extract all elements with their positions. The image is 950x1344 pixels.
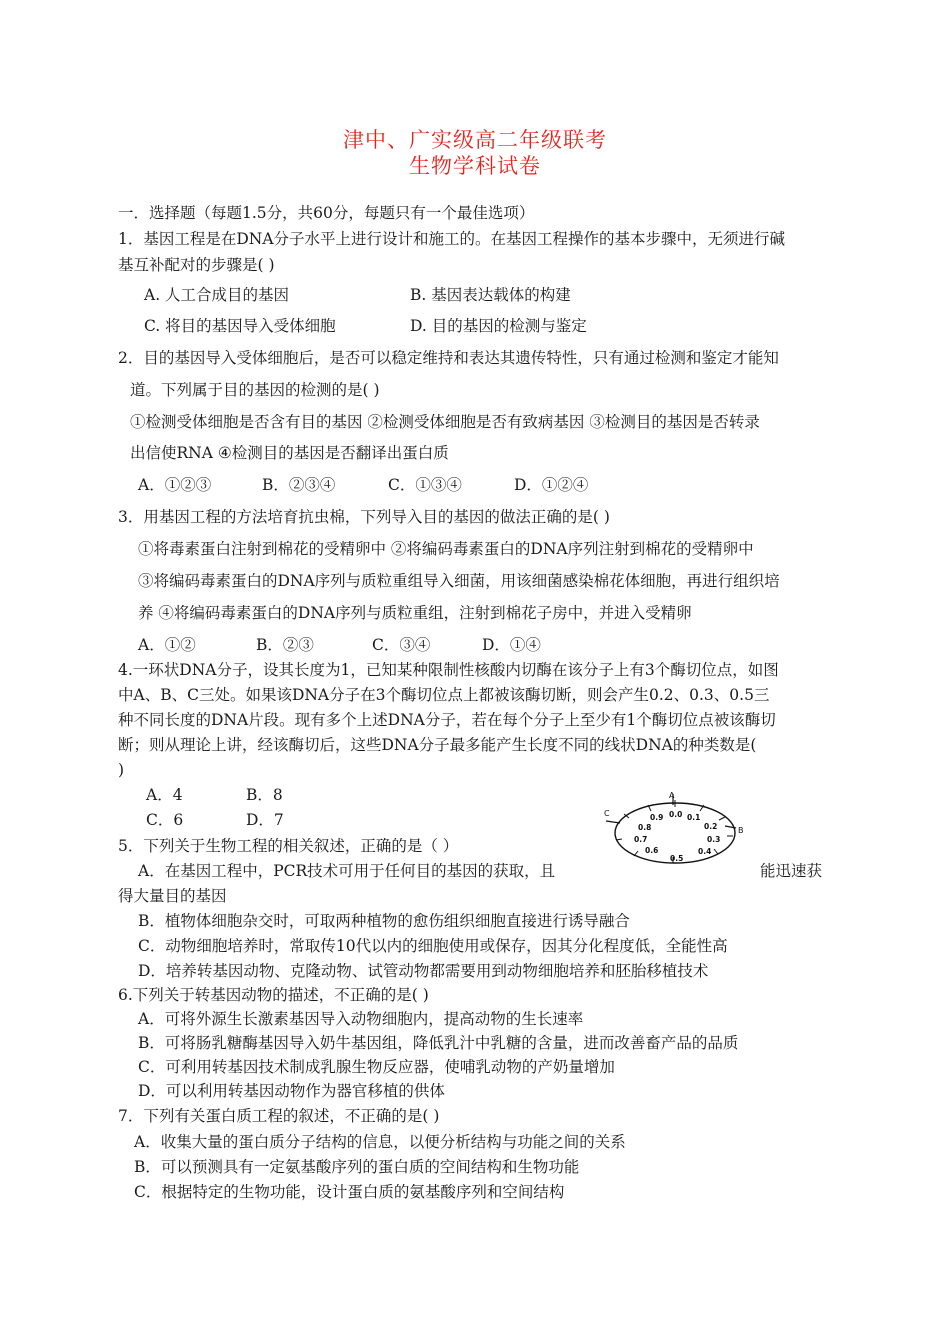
q4-stem-line4: 断；则从理论上讲，经该酶切后，这些DNA分子最多能产生长度不同的线状DNA的种类数是( xyxy=(118,736,757,754)
q2-option-d: D．①②④ xyxy=(514,476,589,494)
mark-0-8: 0.8 xyxy=(638,823,652,832)
mark-0-9: 0.9 xyxy=(650,813,664,822)
site-c-arrow xyxy=(606,821,620,823)
q5-option-b: B．植物体细胞杂交时，可取两种植物的愈伤组织细胞直接进行诱导融合 xyxy=(138,912,630,930)
q2-stem-line3: ①检测受体细胞是否含有目的基因 ②检测受体细胞是否有致病基因 ③检测目的基因是否转录 xyxy=(130,413,760,431)
q3-stem-line3: ③将编码毒素蛋白的DNA序列与质粒重组导入细菌，用该细菌感染棉花体细胞，再进行组织培 xyxy=(138,572,780,590)
q5-stem-line1: 5．下列关于生物工程的相关叙述，正确的是（ ） xyxy=(118,837,459,855)
q4-option-c: C．6 xyxy=(146,811,184,829)
q3-stem-line2: ①将毒素蛋白注射到棉花的受精卵中 ②将编码毒素蛋白的DNA序列注射到棉花的受精卵中 xyxy=(138,540,754,558)
q6-stem-line1: 6.下列关于转基因动物的描述，不正确的是( ) xyxy=(118,986,429,1004)
mark-0-5: 0.5 xyxy=(670,854,684,863)
q1-stem-line1: 1．基因工程是在DNA分子水平上进行设计和施工的。在基因工程操作的基本步骤中，无须进行碱 xyxy=(118,230,786,248)
site-b-label: B xyxy=(738,826,744,835)
q6-option-d: D．可以利用转基因动物作为器官移植的供体 xyxy=(138,1082,445,1100)
q3-option-d: D．①④ xyxy=(482,636,541,654)
q3-stem-line4: 养 ④将编码毒素蛋白的DNA序列与质粒重组，注射到棉花子房中，并进入受精卵 xyxy=(138,604,692,622)
q1-option-a: A. 人工合成目的基因 xyxy=(144,286,290,304)
exam-subtitle: 生物学科试卷 xyxy=(409,154,541,178)
section-heading: 一．选择题（每题1.5分，共60分，每题只有一个最佳选项） xyxy=(118,204,535,222)
q7-option-c: C．根据特定的生物功能，设计蛋白质的氨基酸序列和空间结构 xyxy=(134,1183,565,1201)
q1-option-d: D. 目的基因的检测与鉴定 xyxy=(410,317,587,335)
mark-0-7: 0.7 xyxy=(634,835,648,844)
q1-stem-line2: 基互补配对的步骤是( ) xyxy=(118,256,275,274)
q6-option-b: B．可将肠乳糖酶基因导入奶牛基因组，降低乳汁中乳糖的含量，进而改善畜产品的品质 xyxy=(138,1034,739,1052)
q7-option-a: A．收集大量的蛋白质分子结构的信息，以便分析结构与功能之间的关系 xyxy=(134,1133,626,1151)
mark-0-3: 0.3 xyxy=(707,835,721,844)
q4-stem-line2: 中A、B、C三处。如果该DNA分子在3个酶切位点上都被该酶切断，则会产生0.2、0.3、0.5三 xyxy=(118,686,770,704)
q2-option-c: C．①③④ xyxy=(388,476,462,494)
q4-stem-line5: ) xyxy=(118,761,125,779)
q1-option-b: B. 基因表达载体的构建 xyxy=(410,286,571,304)
q7-stem-line1: 7．下列有关蛋白质工程的叙述，不正确的是( ) xyxy=(118,1107,440,1125)
q1-option-c: C. 将目的基因导入受体细胞 xyxy=(144,317,336,335)
q6-option-c: C．可利用转基因技术制成乳腺生物反应器，使哺乳动物的产奶量增加 xyxy=(138,1058,615,1076)
q6-option-a: A．可将外源生长激素基因导入动物细胞内，提高动物的生长速率 xyxy=(138,1010,584,1028)
q4-option-d: D．7 xyxy=(246,811,284,829)
tick-2 xyxy=(719,817,725,820)
q3-option-a: A．①② xyxy=(138,636,196,654)
q2-stem-line1: 2．目的基因导入受体细胞后，是否可以稳定维持和表达其遗传特性，只有通过检测和鉴定才能知 xyxy=(118,349,779,367)
q3-option-b: B．②③ xyxy=(256,636,314,654)
tick-4 xyxy=(714,849,718,854)
q3-stem-line1: 3．用基因工程的方法培育抗虫棉，下列导入目的基因的做法正确的是( ) xyxy=(118,508,610,526)
q5-option-c: C．动物细胞培养时，常取传10代以内的细胞使用或保存，因其分化程度低，全能性高 xyxy=(138,937,728,955)
q4-stem-line1: 4.一环状DNA分子，设其长度为1，已知某种限制性核酸内切酶在该分子上有3个酶切位点，如图 xyxy=(118,661,779,679)
q5-option-a-part1: A．在基因工程中，PCR技术可用于任何目的基因的获取，且 xyxy=(138,862,556,880)
q2-stem-line4: 出信使RNA ④检测目的基因是否翻译出蛋白质 xyxy=(130,444,449,462)
mark-0-4: 0.4 xyxy=(698,847,712,856)
q2-option-b: B．②③④ xyxy=(262,476,336,494)
q3-option-c: C．③④ xyxy=(372,636,431,654)
q4-option-b: B．8 xyxy=(246,786,283,804)
mark-0-1: 0.1 xyxy=(687,813,701,822)
q4-option-a: A．4 xyxy=(146,786,183,804)
mark-0-6: 0.6 xyxy=(645,846,659,855)
exam-title: 津中、广实级高二年级联考 xyxy=(343,128,607,152)
q4-stem-line3: 种不同长度的DNA片段。现有多个上述DNA分子，若在每个分子上至少有1个酶切位点被该酶切 xyxy=(118,711,776,729)
mark-0-2: 0.2 xyxy=(704,822,718,831)
circular-dna-diagram xyxy=(600,790,750,865)
q7-option-b: B．可以预测具有一定氨基酸序列的蛋白质的空间结构和生物功能 xyxy=(134,1158,580,1176)
q5-option-d: D．培养转基因动物、克隆动物、试管动物都需要用到动物细胞培养和胚胎移植技术 xyxy=(138,962,709,980)
q5-option-a-part2: 能迅速获 xyxy=(760,862,823,880)
mark-0-0: 0.0 xyxy=(669,810,683,819)
q2-option-a: A．①②③ xyxy=(138,476,212,494)
q5-option-a-line2: 得大量目的基因 xyxy=(118,887,227,905)
site-a-label: A xyxy=(669,791,675,800)
site-c-label: C xyxy=(604,809,610,818)
q2-stem-line2: 道。下列属于目的基因的检测的是( ) xyxy=(130,381,380,399)
